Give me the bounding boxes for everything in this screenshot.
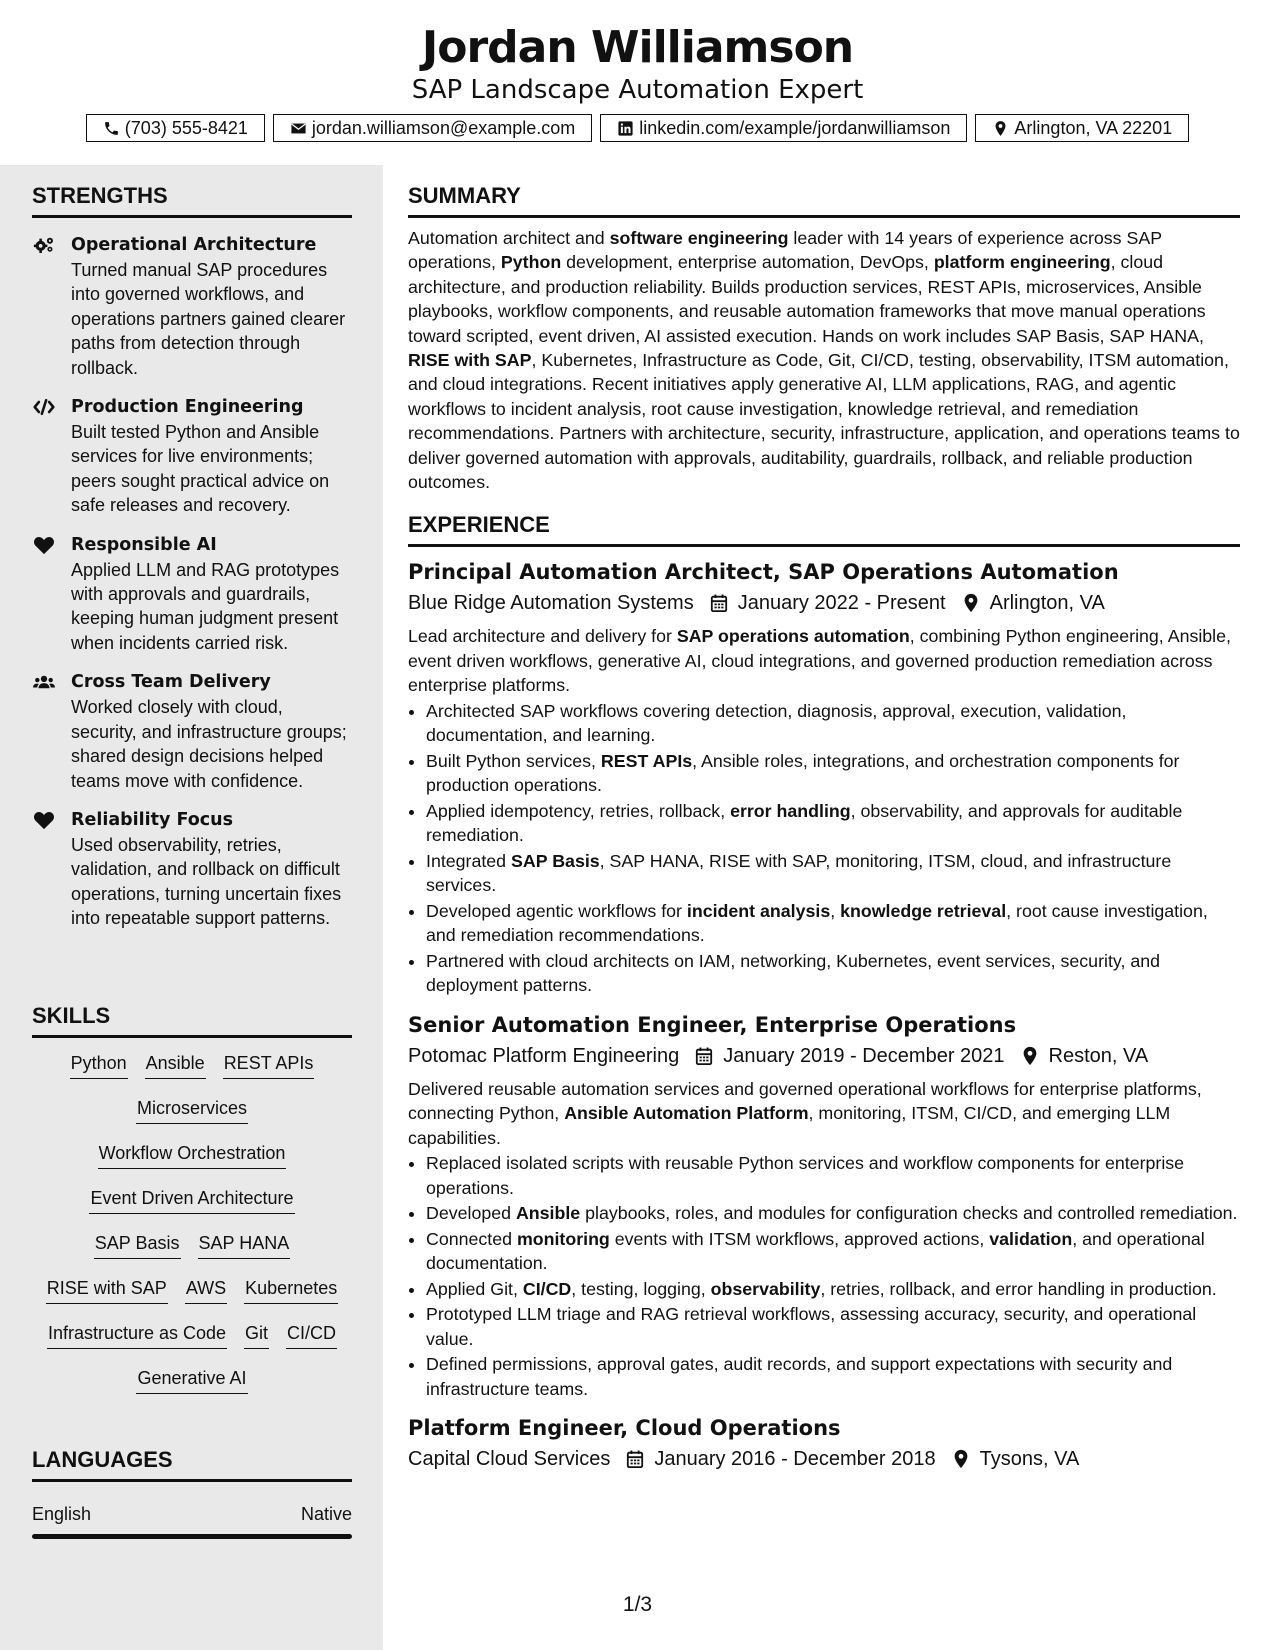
job-dates: January 2016 - December 2018 [654, 1448, 936, 1471]
languages-section [32, 1447, 352, 1539]
contact-linkedin[interactable] [600, 114, 967, 142]
language-level-bar [32, 1534, 352, 1539]
summary-text: Automation architect and software engineering leader with 14 years of experience across SAP operations, Python development, enterprise automation, DevOps, platform engineering, cloud architecture, and production reliability. Builds production services, REST APIs, microservices, Ansible playbooks, workflow components, and reusable automation frameworks that move manual operations toward scripted, event driven, AI assisted execution. Hands on work includes SAP Basis, SAP HANA, RISE with SAP, Kubernetes, Infrastructure as Code, Git, CI/CD, testing, observability, ITSM automation, and cloud integrations. Recent initiatives apply generative AI, LLM applications, RAG, and agentic workflows to incident analysis, root cause investigation, knowledge retrieval, and remediation recommendations. Partners with architecture, security, infrastructure, application, and operations teams to deliver governed automation with approvals, auditability, guardrails, rollback, and reliable production outcomes. [408, 228, 1240, 493]
skill-tag: Event Driven Architecture [89, 1185, 294, 1214]
job-dates: January 2022 - Present [737, 592, 946, 615]
sidebar [0, 165, 383, 1650]
calendar-icon [693, 1045, 715, 1067]
skill-tag: RISE with SAP [46, 1275, 168, 1304]
experience-heading: EXPERIENCE [408, 512, 1240, 547]
strengths-heading: STRENGTHS [32, 183, 352, 218]
skill-tag: REST APIs [223, 1050, 315, 1079]
job-bullets [408, 699, 1240, 998]
strength-item [32, 669, 352, 793]
skill-tag: SAP HANA [198, 1230, 291, 1259]
phone-icon [103, 120, 120, 137]
strength-description: Built tested Python and Ansible services for live environments; peers sought practical advice on safe releases and recovery. [71, 422, 330, 516]
users-icon [32, 671, 56, 693]
bullet-item: • Prototyped LLM triage and RAG retrieval workflows, assessing accuracy, security, and operational value. [426, 1302, 1240, 1351]
summary-heading: SUMMARY [408, 183, 1240, 218]
bullet-item: • Replaced isolated scripts with reusable Python services and workflow components for enterprise operations. [426, 1151, 1240, 1200]
skill-tag: Ansible [145, 1050, 206, 1079]
contact-bar [0, 114, 1275, 142]
calendar-icon [708, 592, 730, 614]
bullet-item: • Integrated SAP Basis, SAP HANA, RISE with SAP, monitoring, ITSM, cloud, and infrastructure services. [426, 849, 1240, 898]
job-dates: January 2019 - December 2021 [723, 1044, 1005, 1067]
job-location: Tysons, VA [979, 1448, 1080, 1471]
job-intro: Lead architecture and delivery for SAP operations automation, combining Python engineering, Ansible, event driven workflows, generative AI, cloud integrations, and governed production remediation across enterprise platforms. [408, 626, 1231, 696]
job-company: Capital Cloud Services [408, 1448, 611, 1471]
job-meta [408, 1444, 1240, 1474]
skill-tag: Python [70, 1050, 128, 1079]
skill-tag: Kubernetes [244, 1275, 338, 1304]
job-title: Principal Automation Architect, SAP Operations Automation [408, 560, 1119, 585]
strength-title: Production Engineering [71, 397, 304, 418]
strength-item [32, 232, 352, 380]
skills-section [32, 1003, 352, 1410]
strength-item [32, 394, 352, 518]
skill-tag: Microservices [136, 1095, 248, 1124]
bullet-item: • Built Python services, REST APIs, Ansible roles, integrations, and orchestration components for production operations. [426, 749, 1240, 798]
job-location: Reston, VA [1048, 1044, 1149, 1067]
strength-description: Worked closely with cloud, security, and infrastructure groups; shared design decisions helped teams move with confidence. [71, 697, 347, 791]
page-number: 1/3 [622, 1593, 653, 1616]
job-title: Platform Engineer, Cloud Operations [408, 1416, 841, 1441]
bullet-item: • Defined permissions, approval gates, audit records, and support expectations with security and infrastructure teams. [426, 1352, 1240, 1401]
job-entry [408, 1413, 1240, 1474]
contact-location-text: Arlington, VA 22201 [1014, 117, 1173, 138]
strength-title: Cross Team Delivery [71, 672, 271, 693]
code-icon [32, 396, 56, 418]
job-company: Blue Ridge Automation Systems [408, 592, 694, 615]
skill-tag: CI/CD [286, 1320, 337, 1349]
skills-list [32, 1050, 352, 1410]
job-meta [408, 1041, 1240, 1071]
language-level: Native [300, 1504, 352, 1524]
bullet-item: • Developed agentic workflows for incident analysis, knowledge retrieval, root cause investigation, and remediation recommendations. [426, 899, 1240, 948]
job-entry [408, 1010, 1240, 1401]
skills-heading: SKILLS [32, 1003, 352, 1038]
job-company: Potomac Platform Engineering [408, 1044, 680, 1067]
bullet-item: • Architected SAP workflows covering detection, diagnosis, approval, execution, validation, documentation, and learning. [426, 699, 1240, 748]
skill-tag: AWS [185, 1275, 227, 1304]
bullet-item: • Developed Ansible playbooks, roles, and modules for configuration checks and controlled remediation. [426, 1201, 1240, 1225]
job-location: Arlington, VA [989, 592, 1105, 615]
strength-item [32, 807, 352, 931]
strength-description: Used observability, retries, validation, and rollback on difficult operations, turning uncertain fixes into repeatable support patterns. [71, 834, 342, 929]
candidate-name: Jordan Williamson [421, 22, 854, 73]
heart-icon [32, 809, 56, 831]
strength-title: Operational Architecture [71, 235, 317, 255]
contact-linkedin-text: linkedin.com/example/jordanwilliamson [639, 117, 951, 138]
language-name: English [32, 1504, 92, 1524]
strength-description: Applied LLM and RAG prototypes with approvals and guardrails, keeping human judgment present when incidents carried risk. [71, 559, 340, 653]
contact-location[interactable] [975, 114, 1189, 142]
map-pin-icon [950, 1448, 972, 1470]
contact-phone[interactable] [86, 114, 265, 142]
strength-item [32, 532, 352, 656]
job-entry [408, 557, 1240, 997]
gears-icon [32, 234, 56, 256]
calendar-icon [624, 1448, 646, 1470]
heart-icon [32, 534, 56, 556]
candidate-title: SAP Landscape Automation Expert [411, 75, 864, 105]
strength-title: Reliability Focus [71, 809, 234, 830]
skill-tag: Generative AI [136, 1365, 247, 1394]
linkedin-icon [617, 120, 634, 137]
skill-tag: Infrastructure as Code [47, 1320, 227, 1349]
bullet-item: • Connected monitoring events with ITSM workflows, approved actions, validation, and operational documentation. [426, 1227, 1240, 1276]
map-pin-icon [992, 120, 1009, 137]
main-content [408, 165, 1240, 1474]
strength-title: Responsible AI [71, 534, 217, 555]
envelope-icon [290, 120, 307, 137]
contact-email-text: jordan.williamson@example.com [311, 117, 576, 138]
map-pin-icon [960, 592, 982, 614]
strength-description: Turned manual SAP procedures into governed workflows, and operations partners gained clearer paths from detection through rollback. [71, 260, 346, 378]
map-pin-icon [1019, 1045, 1041, 1067]
skill-tag: Workflow Orchestration [98, 1140, 287, 1169]
contact-phone-text: (703) 555-8421 [124, 117, 248, 138]
job-bullets [408, 1151, 1240, 1401]
bullet-item: • Applied Git, CI/CD, testing, logging, observability, retries, rollback, and error handling in production. [426, 1277, 1240, 1301]
job-title: Senior Automation Engineer, Enterprise Operations [408, 1012, 1017, 1037]
summary-section [408, 183, 1240, 494]
languages-heading: LANGUAGES [32, 1447, 352, 1482]
strengths-section [32, 183, 352, 931]
contact-email[interactable] [273, 114, 592, 142]
experience-section [408, 512, 1240, 1474]
skill-tag: Git [244, 1320, 269, 1349]
bullet-item: • Partnered with cloud architects on IAM, networking, Kubernetes, event services, security, and deployment patterns. [426, 949, 1240, 998]
skill-tag: SAP Basis [94, 1230, 181, 1259]
language-item [32, 1502, 352, 1526]
bullet-item: • Applied idempotency, retries, rollback, error handling, observability, and approvals for auditable remediation. [426, 799, 1240, 848]
job-meta [408, 588, 1240, 618]
job-intro: Delivered reusable automation services and governed operational workflows for enterprise platforms, connecting Python, Ansible Automation Platform, monitoring, ITSM, CI/CD, and emerging LLM capabilities. [408, 1078, 1202, 1148]
